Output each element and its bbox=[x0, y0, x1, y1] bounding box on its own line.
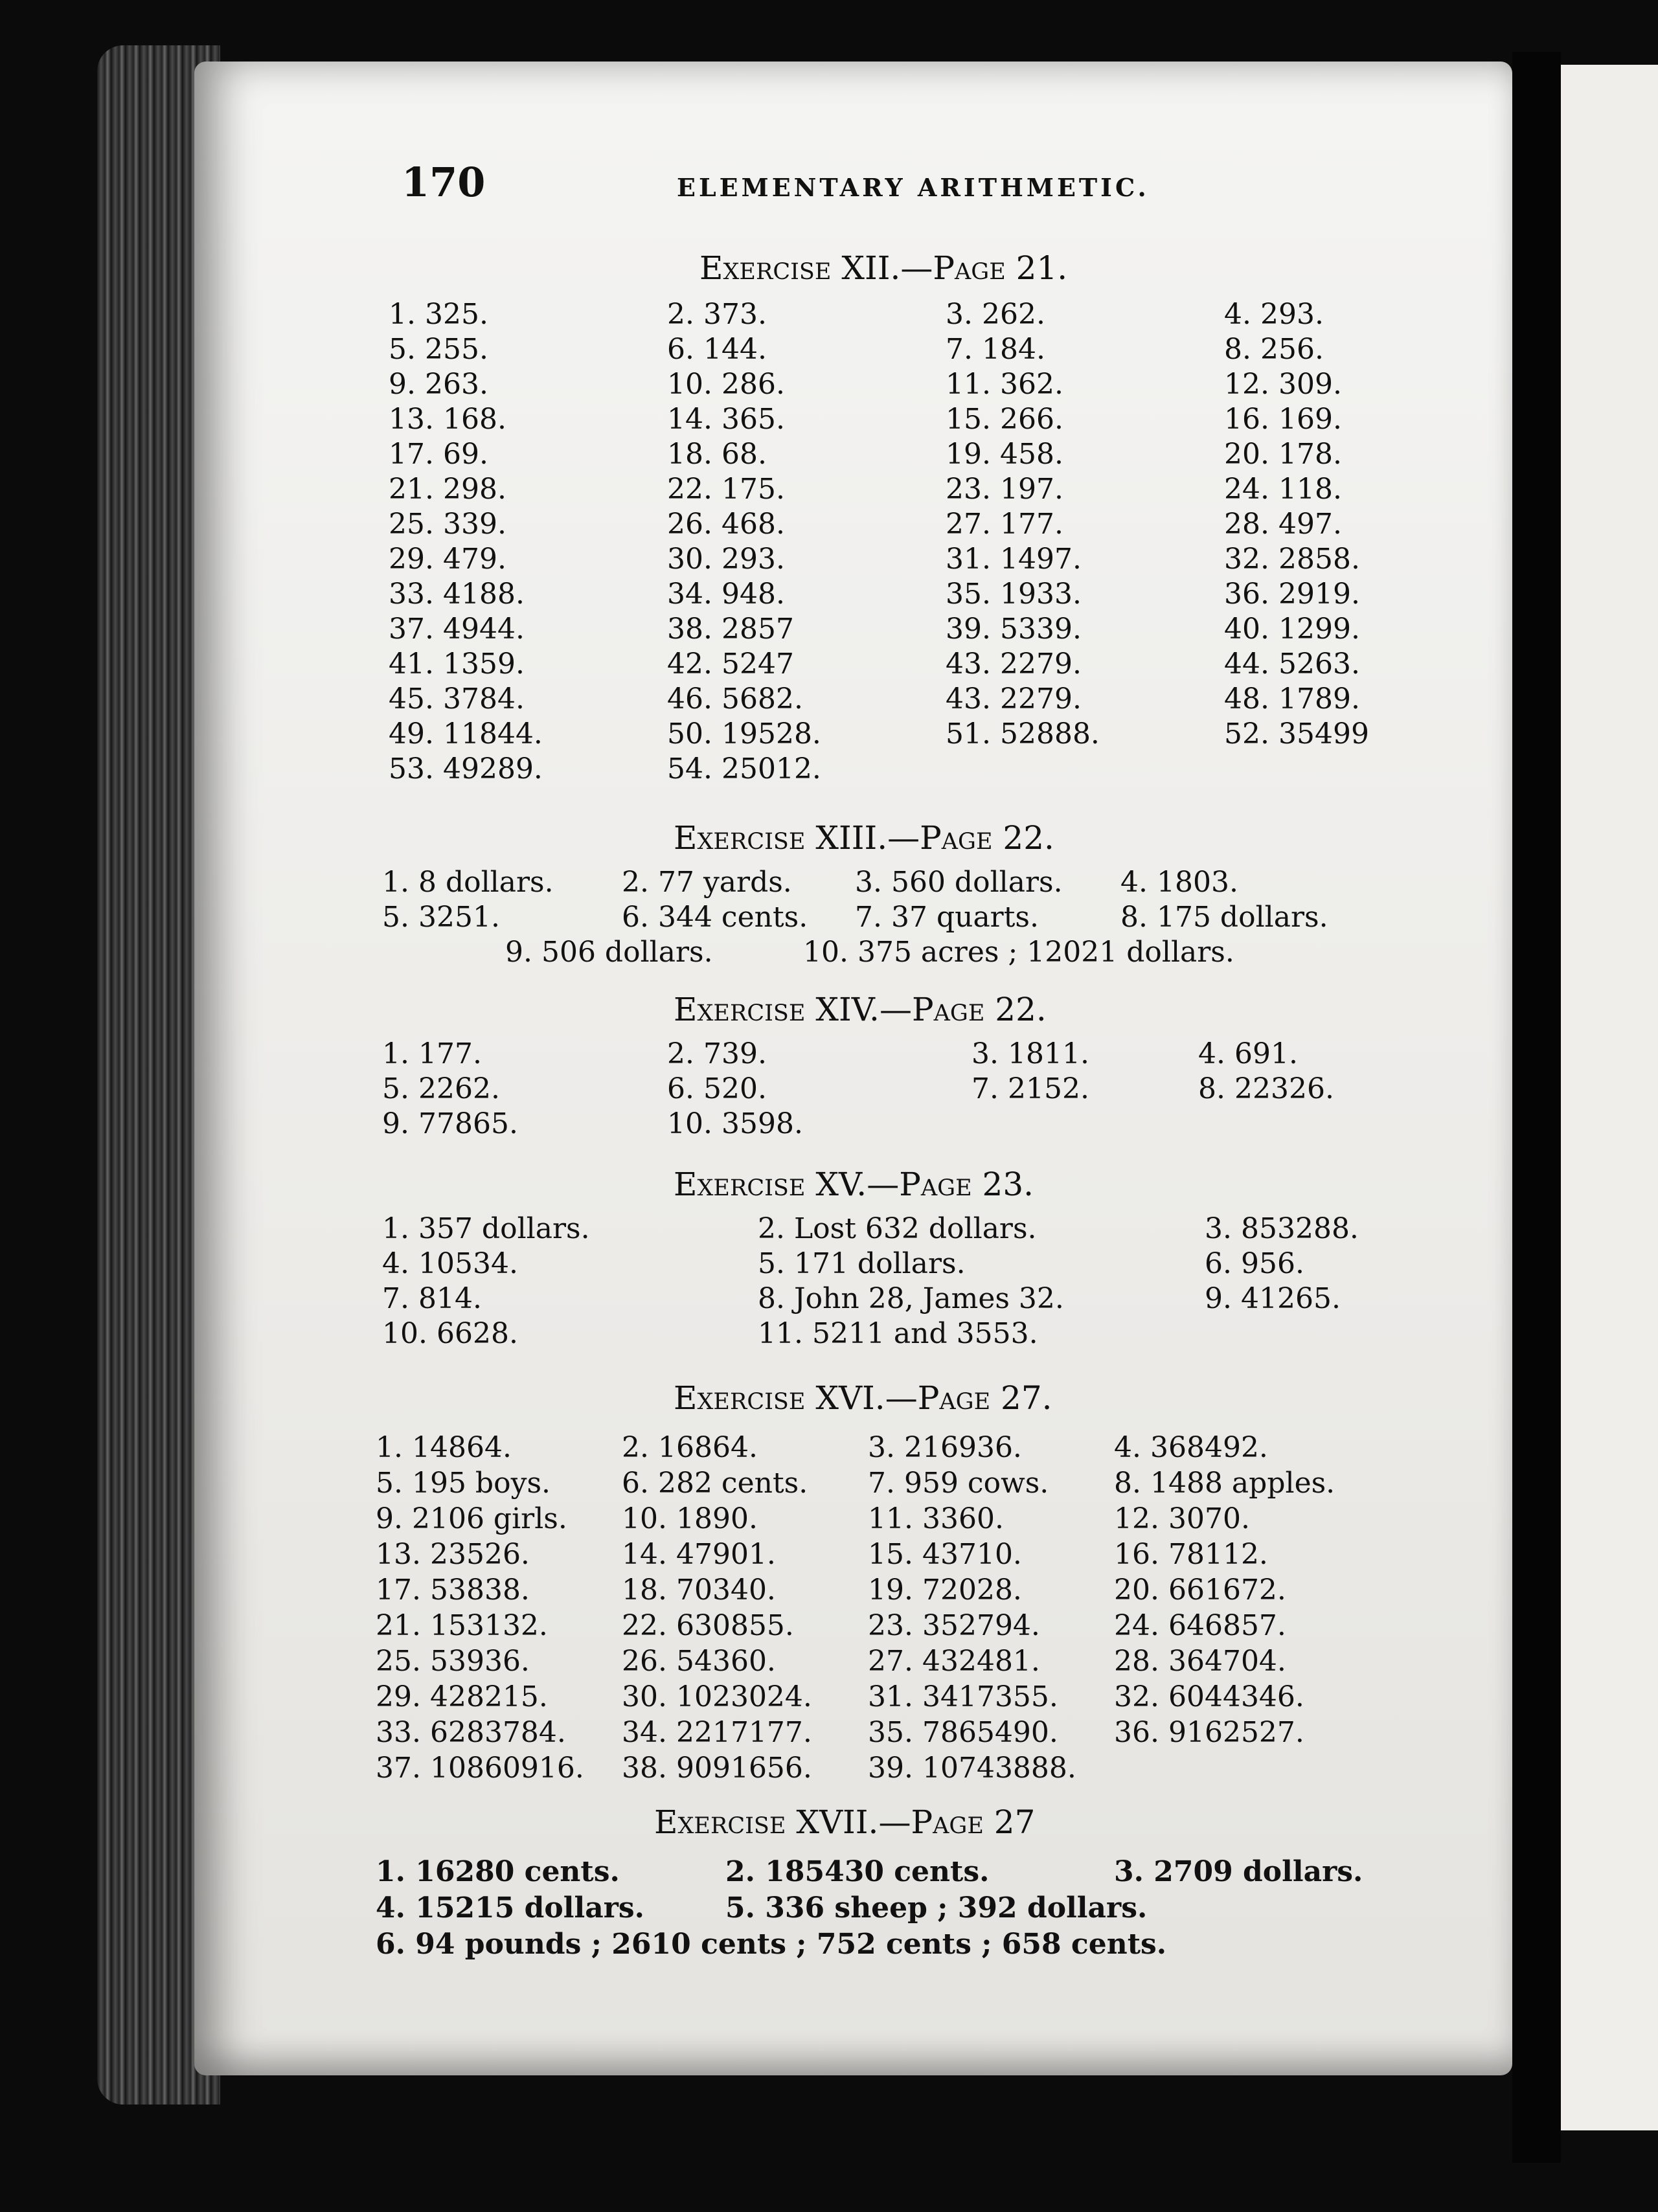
answer: 10. 3598. bbox=[667, 1107, 803, 1140]
answer: 36. 2919. bbox=[1224, 578, 1360, 611]
answer-row bbox=[363, 1928, 1373, 1963]
answer: 50. 19528. bbox=[667, 717, 821, 751]
answer: 32. 6044346. bbox=[1114, 1680, 1304, 1713]
answer: 26. 468. bbox=[667, 508, 785, 541]
answer: 8. John 28, James 32. bbox=[758, 1282, 1064, 1315]
running-title: ELEMENTARY ARITHMETIC. bbox=[677, 173, 1150, 202]
answer-row bbox=[363, 866, 1373, 901]
answer: 31. 3417355. bbox=[868, 1680, 1058, 1713]
answer-row bbox=[363, 752, 1373, 787]
answer: 4. 15215 dollars. bbox=[376, 1891, 644, 1924]
answer: 29. 428215. bbox=[376, 1680, 548, 1713]
answer-row bbox=[363, 543, 1373, 578]
answer: 3. 262. bbox=[946, 298, 1045, 331]
answer: 4. 293. bbox=[1224, 298, 1324, 331]
answer: 3. 560 dollars. bbox=[855, 866, 1063, 899]
answer: 10. 375 acres ; 12021 dollars. bbox=[803, 936, 1234, 969]
answer: 9. 506 dollars. bbox=[505, 936, 713, 969]
answer: 8. 1488 apples. bbox=[1114, 1467, 1335, 1500]
answer: 19. 72028. bbox=[868, 1574, 1022, 1607]
answer: 5. 171 dollars. bbox=[758, 1247, 966, 1280]
exercise-xvi bbox=[363, 1379, 1373, 1794]
answer: 41. 1359. bbox=[389, 648, 525, 681]
answer: 39. 10743888. bbox=[868, 1752, 1076, 1785]
answer-row bbox=[363, 1855, 1373, 1890]
answer-row bbox=[363, 1716, 1373, 1751]
answer: 6. 956. bbox=[1205, 1247, 1304, 1280]
answer: 7. 184. bbox=[946, 333, 1045, 366]
exercise-xv bbox=[363, 1166, 1373, 1360]
answer: 45. 3784. bbox=[389, 683, 525, 716]
answer-row bbox=[363, 1467, 1373, 1502]
answer: 18. 68. bbox=[667, 438, 767, 471]
answer: 8. 175 dollars. bbox=[1120, 901, 1328, 934]
answer-row bbox=[363, 1247, 1373, 1282]
answer-row bbox=[363, 1212, 1373, 1247]
answer-row bbox=[363, 1645, 1373, 1680]
answer: 1. 357 dollars. bbox=[382, 1212, 590, 1245]
answer: 2. 77 yards. bbox=[622, 866, 792, 899]
answer-row bbox=[363, 1282, 1373, 1317]
answer-row bbox=[363, 936, 1373, 971]
answer-row bbox=[363, 1609, 1373, 1644]
answer: 2. 16864. bbox=[622, 1431, 758, 1464]
answer: 4. 691. bbox=[1198, 1037, 1298, 1070]
answer: 14. 47901. bbox=[622, 1538, 776, 1571]
answer: 1. 16280 cents. bbox=[376, 1855, 620, 1888]
answer: 9. 2106 girls. bbox=[376, 1502, 567, 1535]
answer: 27. 432481. bbox=[868, 1645, 1040, 1678]
answer: 53. 49289. bbox=[389, 752, 543, 785]
answer: 10. 1890. bbox=[622, 1502, 758, 1535]
answer: 5. 3251. bbox=[382, 901, 500, 934]
answer-row bbox=[363, 1072, 1373, 1107]
answer: 10. 6628. bbox=[382, 1317, 518, 1350]
answer: 25. 53936. bbox=[376, 1645, 530, 1678]
answer: 36. 9162527. bbox=[1114, 1716, 1304, 1749]
answer: 11. 362. bbox=[946, 368, 1063, 401]
answer: 1. 177. bbox=[382, 1037, 482, 1070]
answer: 6. 144. bbox=[667, 333, 767, 366]
answer: 6. 520. bbox=[667, 1072, 767, 1105]
answer: 25. 339. bbox=[389, 508, 506, 541]
answer: 1. 8 dollars. bbox=[382, 866, 554, 899]
answer-row bbox=[363, 1574, 1373, 1608]
answer: 32. 2858. bbox=[1224, 543, 1360, 576]
answer: 7. 814. bbox=[382, 1282, 482, 1315]
answer: 6. 344 cents. bbox=[622, 901, 808, 934]
answer: 20. 178. bbox=[1224, 438, 1342, 471]
answer: 21. 153132. bbox=[376, 1609, 548, 1642]
answer: 2. Lost 632 dollars. bbox=[758, 1212, 1037, 1245]
answer-row bbox=[363, 368, 1373, 403]
answer: 8. 256. bbox=[1224, 333, 1324, 366]
answer: 6. 282 cents. bbox=[622, 1467, 808, 1500]
exercise-title: Exercise XII.—Page 21. bbox=[699, 249, 1068, 287]
answer: 7. 2152. bbox=[971, 1072, 1089, 1105]
answer-row bbox=[363, 298, 1373, 333]
answer: 49. 11844. bbox=[389, 717, 543, 751]
answer: 27. 177. bbox=[946, 508, 1063, 541]
exercise-xiii bbox=[363, 819, 1373, 988]
answer-row bbox=[363, 1752, 1373, 1787]
answer: 34. 948. bbox=[667, 578, 785, 611]
answer: 15. 43710. bbox=[868, 1538, 1022, 1571]
answer: 16. 78112. bbox=[1114, 1538, 1268, 1571]
answer: 38. 2857 bbox=[667, 613, 794, 646]
facing-page-edge bbox=[1561, 65, 1658, 2130]
answer-row bbox=[363, 1317, 1373, 1352]
answer: 23. 352794. bbox=[868, 1609, 1040, 1642]
exercise-title: Exercise XIV.—Page 22. bbox=[674, 991, 1047, 1028]
answer: 11. 5211 and 3553. bbox=[758, 1317, 1038, 1350]
answer-row bbox=[363, 438, 1373, 473]
answer: 17. 69. bbox=[389, 438, 488, 471]
answer: 3. 853288. bbox=[1205, 1212, 1359, 1245]
answer: 15. 266. bbox=[946, 403, 1063, 436]
answer-row bbox=[363, 1431, 1373, 1466]
answer-row bbox=[363, 1037, 1373, 1072]
exercise-title: Exercise XVII.—Page 27 bbox=[654, 1803, 1036, 1841]
answer: 22. 630855. bbox=[622, 1609, 794, 1642]
answer: 31. 1497. bbox=[946, 543, 1082, 576]
answer: 10. 286. bbox=[667, 368, 785, 401]
answer: 3. 2709 dollars. bbox=[1114, 1855, 1363, 1888]
answer: 4. 368492. bbox=[1114, 1431, 1268, 1464]
answer: 16. 169. bbox=[1224, 403, 1342, 436]
answer: 18. 70340. bbox=[622, 1574, 776, 1607]
answer: 34. 2217177. bbox=[622, 1716, 812, 1749]
answer-row bbox=[363, 1107, 1373, 1142]
answer-row bbox=[363, 473, 1373, 508]
answer: 4. 1803. bbox=[1120, 866, 1238, 899]
answer: 2. 739. bbox=[667, 1037, 767, 1070]
answer: 24. 118. bbox=[1224, 473, 1342, 506]
answer: 30. 1023024. bbox=[622, 1680, 812, 1713]
answer: 1. 14864. bbox=[376, 1431, 512, 1464]
answer: 51. 52888. bbox=[946, 717, 1100, 751]
answer: 14. 365. bbox=[667, 403, 785, 436]
answer: 7. 959 cows. bbox=[868, 1467, 1049, 1500]
answer: 33. 6283784. bbox=[376, 1716, 566, 1749]
answer-row bbox=[363, 648, 1373, 683]
answer: 9. 41265. bbox=[1205, 1282, 1341, 1315]
answer: 28. 364704. bbox=[1114, 1645, 1286, 1678]
exercise-title: Exercise XV.—Page 23. bbox=[674, 1166, 1034, 1203]
answer: 37. 10860916. bbox=[376, 1752, 584, 1785]
answer: 8. 22326. bbox=[1198, 1072, 1334, 1105]
answer-row bbox=[363, 1680, 1373, 1715]
answer-row bbox=[363, 578, 1373, 613]
answer: 43. 2279. bbox=[946, 683, 1082, 716]
answer: 11. 3360. bbox=[868, 1502, 1004, 1535]
answer: 1. 325. bbox=[389, 298, 488, 331]
answer: 6. 94 pounds ; 2610 cents ; 752 cents ; 658 cents. bbox=[376, 1928, 1167, 1961]
answer: 4. 10534. bbox=[382, 1247, 518, 1280]
answer: 35. 1933. bbox=[946, 578, 1082, 611]
answer: 21. 298. bbox=[389, 473, 506, 506]
answer-row bbox=[363, 901, 1373, 936]
answer: 42. 5247 bbox=[667, 648, 794, 681]
answer: 9. 77865. bbox=[382, 1107, 518, 1140]
answer: 30. 293. bbox=[667, 543, 785, 576]
book-gutter bbox=[1512, 52, 1561, 2163]
answer: 43. 2279. bbox=[946, 648, 1082, 681]
answer: 5. 336 sheep ; 392 dollars. bbox=[725, 1891, 1148, 1924]
answer: 35. 7865490. bbox=[868, 1716, 1058, 1749]
answer: 3. 216936. bbox=[868, 1431, 1022, 1464]
exercise-title: Exercise XVI.—Page 27. bbox=[674, 1379, 1052, 1417]
answer: 24. 646857. bbox=[1114, 1609, 1286, 1642]
answer: 26. 54360. bbox=[622, 1645, 776, 1678]
answer: 17. 53838. bbox=[376, 1574, 530, 1607]
page-header bbox=[402, 159, 1341, 210]
answer: 46. 5682. bbox=[667, 683, 803, 716]
answer: 44. 5263. bbox=[1224, 648, 1360, 681]
answer-row bbox=[363, 1538, 1373, 1573]
exercise-xvii bbox=[363, 1803, 1373, 1972]
answer: 48. 1789. bbox=[1224, 683, 1360, 716]
answer-row bbox=[363, 717, 1373, 752]
answer: 37. 4944. bbox=[389, 613, 525, 646]
answer: 12. 3070. bbox=[1114, 1502, 1250, 1535]
answer-row bbox=[363, 1891, 1373, 1926]
answer-row bbox=[363, 508, 1373, 543]
answer: 39. 5339. bbox=[946, 613, 1082, 646]
answer: 22. 175. bbox=[667, 473, 785, 506]
answer: 9. 263. bbox=[389, 368, 488, 401]
answer-row bbox=[363, 333, 1373, 368]
answer: 52. 35499 bbox=[1224, 717, 1369, 751]
answer-row bbox=[363, 1502, 1373, 1537]
exercise-title: Exercise XIII.—Page 22. bbox=[674, 819, 1054, 857]
answer: 33. 4188. bbox=[389, 578, 525, 611]
exercise-xiv bbox=[363, 991, 1373, 1153]
answer: 2. 373. bbox=[667, 298, 767, 331]
answer: 38. 9091656. bbox=[622, 1752, 812, 1785]
answer: 19. 458. bbox=[946, 438, 1063, 471]
answer: 29. 479. bbox=[389, 543, 506, 576]
answer-row bbox=[363, 403, 1373, 438]
exercise-xii bbox=[363, 249, 1373, 806]
answer: 12. 309. bbox=[1224, 368, 1342, 401]
answer: 23. 197. bbox=[946, 473, 1063, 506]
answer: 40. 1299. bbox=[1224, 613, 1360, 646]
answer-row bbox=[363, 613, 1373, 648]
answer: 5. 255. bbox=[389, 333, 488, 366]
answer: 7. 37 quarts. bbox=[855, 901, 1039, 934]
page-number: 170 bbox=[402, 159, 486, 206]
answer-row bbox=[363, 683, 1373, 717]
answer: 2. 185430 cents. bbox=[725, 1855, 990, 1888]
answer: 28. 497. bbox=[1224, 508, 1342, 541]
answer: 13. 168. bbox=[389, 403, 506, 436]
answer: 54. 25012. bbox=[667, 752, 821, 785]
answer: 13. 23526. bbox=[376, 1538, 530, 1571]
answer: 5. 195 boys. bbox=[376, 1467, 551, 1500]
answer: 20. 661672. bbox=[1114, 1574, 1286, 1607]
answer: 3. 1811. bbox=[971, 1037, 1089, 1070]
answer: 5. 2262. bbox=[382, 1072, 500, 1105]
